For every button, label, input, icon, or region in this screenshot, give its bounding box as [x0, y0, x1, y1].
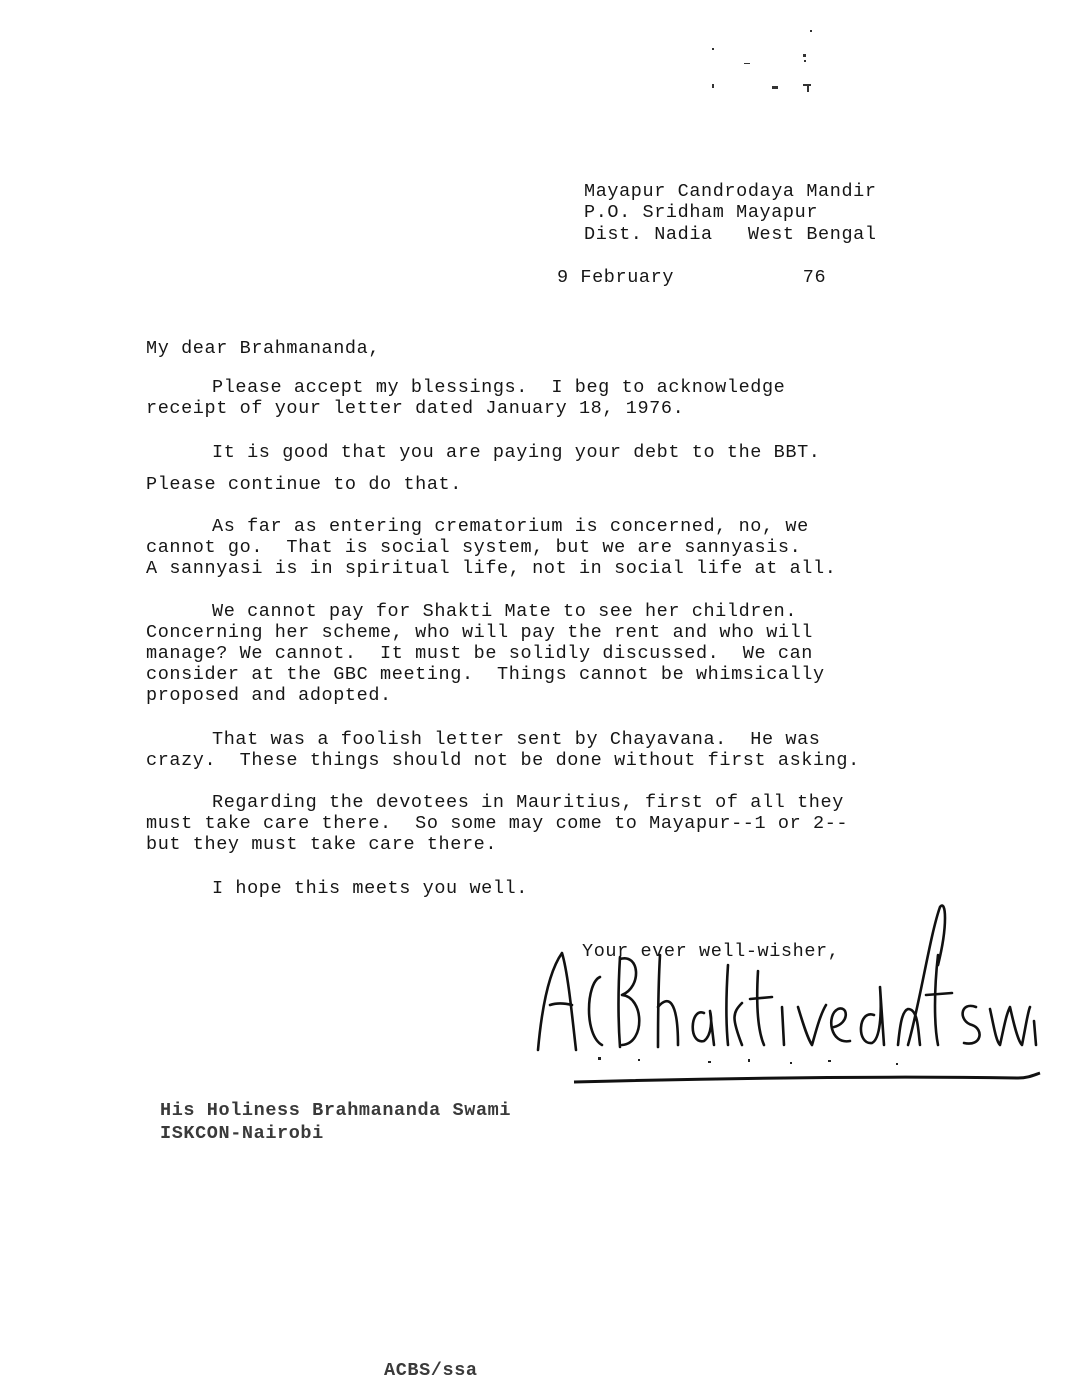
- paragraph-line: crazy. These things should not be done without first asking.: [146, 750, 860, 771]
- scan-speck: [712, 48, 714, 50]
- paragraph-1: [146, 377, 966, 419]
- paragraph-line: Please continue to do that.: [146, 474, 462, 495]
- paragraph-line: Please accept my blessings. I beg to acknowledge: [212, 377, 786, 398]
- paragraph-line: I hope this meets you well.: [212, 878, 528, 899]
- paragraph-line: manage? We cannot. It must be solidly discussed. We can: [146, 643, 814, 664]
- scan-speck: [744, 63, 750, 64]
- paragraph-line: As far as entering crematorium is concerned, no, we: [212, 516, 809, 537]
- closing-line: Your ever well-wisher,: [582, 941, 840, 962]
- scan-speck: [807, 84, 809, 92]
- recipient-name: His Holiness Brahmananda Swami: [160, 1100, 512, 1121]
- address-line-2: P.O. Sridham Mayapur: [584, 202, 819, 223]
- paragraph-line: It is good that you are paying your debt to the BBT.: [212, 442, 821, 463]
- paragraph-2: [146, 442, 966, 495]
- address-line-1: Mayapur Candrodaya Mandir: [584, 181, 877, 202]
- paragraph-line: We cannot pay for Shakti Mate to see her children.: [212, 601, 798, 622]
- paragraph-line: A sannyasi is in spiritual life, not in social life at all.: [146, 558, 837, 579]
- paragraph-line: must take care there. So some may come to Mayapur--1 or 2--: [146, 813, 849, 834]
- paragraph-6: [146, 792, 966, 855]
- paragraph-line: but they must take care there.: [146, 834, 498, 855]
- recipient-place: ISKCON-Nairobi: [160, 1123, 324, 1144]
- salutation: My dear Brahmananda,: [146, 338, 381, 359]
- paragraph-line: receipt of your letter dated January 18, 1976.: [146, 398, 685, 419]
- paragraph-line: consider at the GBC meeting. Things cannot be whimsically: [146, 664, 825, 685]
- scan-speck: [810, 30, 812, 32]
- paragraph-line: Concerning her scheme, who will pay the rent and who will: [146, 622, 814, 643]
- scan-speck: [772, 86, 778, 89]
- paragraph-4: [146, 601, 966, 706]
- scan-speck: [804, 60, 806, 62]
- scan-speck: [712, 84, 714, 88]
- paragraph-line: That was a foolish letter sent by Chayavana. He was: [212, 729, 821, 750]
- paragraph-5: [146, 729, 966, 771]
- paragraph-line: cannot go. That is social system, but we are sannyasis.: [146, 537, 802, 558]
- reference-initials: ACBS/ssa: [384, 1360, 478, 1381]
- handwritten-signature: [528, 895, 1043, 1095]
- letter-date: 9 February 76: [557, 267, 827, 288]
- scan-speck: [803, 54, 806, 57]
- paragraph-line: Regarding the devotees in Mauritius, first of all they: [212, 792, 844, 813]
- paragraph-3: [146, 516, 966, 579]
- address-line-3: Dist. Nadia West Bengal: [584, 224, 877, 245]
- paragraph-line: proposed and adopted.: [146, 685, 392, 706]
